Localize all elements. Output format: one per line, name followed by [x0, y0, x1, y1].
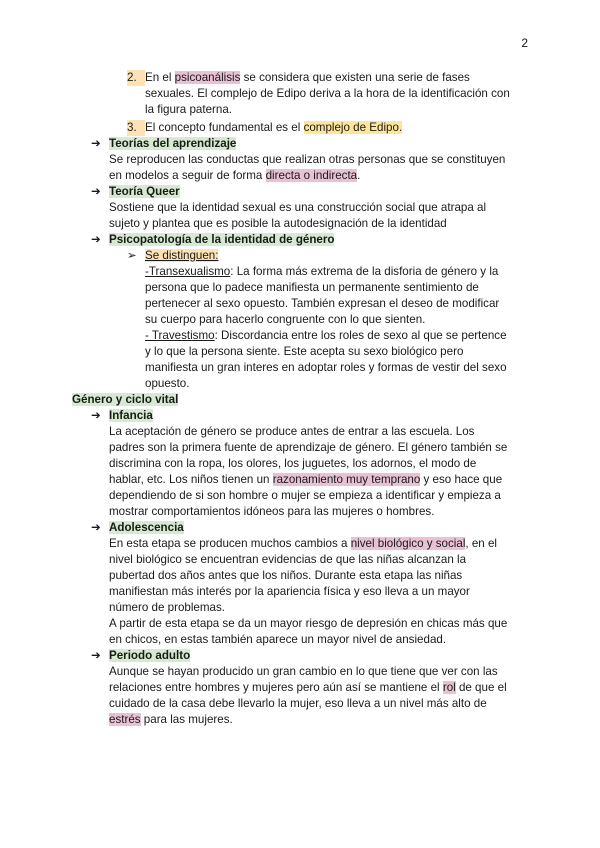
paragraph-line: su cuerpo para hacerlo congruente con lo que sienten.: [145, 313, 426, 326]
item-number: 2.: [127, 70, 145, 86]
list-item-2-line3: la figura paterna.: [145, 103, 233, 116]
highlight-rol: rol: [442, 681, 456, 694]
paragraph-line: padres son la primera fuente de aprendizaje de género. El género también se: [109, 441, 508, 454]
arrow-icon: ➔: [91, 521, 101, 534]
definition-travestismo: - Travestismo: Discordancia entre los roles de sexo al que se pertence: [145, 329, 507, 342]
page-number: 2: [521, 36, 528, 50]
highlight-estres: estrés: [109, 713, 141, 726]
arrow-icon: ➔: [91, 185, 101, 198]
section-heading-queer: ➔ Teoría Queer: [91, 185, 180, 198]
section-heading-infancia: ➔ Infancia: [91, 409, 153, 422]
highlight-psicoanalisis: psicoanálisis: [174, 71, 241, 84]
section-heading-aprendizaje: ➔ Teorías del aprendizaje: [91, 137, 237, 150]
paragraph-line: y lo que la persona siente. Este acepta su sexo biológico pero: [145, 345, 464, 358]
paragraph-line: opuesto.: [145, 377, 190, 390]
section-heading-adolescencia: ➔ Adolescencia: [91, 521, 184, 534]
paragraph-line: número de problemas.: [109, 601, 225, 614]
highlight-razonamiento: razonamiento muy temprano: [272, 473, 421, 486]
highlight-complejo-edipo: complejo de Edipo.: [303, 121, 403, 134]
paragraph-line: sujeto y plantea que es posible la autodesignación de la identidad: [109, 217, 447, 230]
highlight-nivel-biologico: nivel biológico y social: [350, 537, 466, 550]
definition-transexualismo: -Transexualismo: La forma más extrema de la disforia de género y la: [145, 265, 499, 278]
paragraph-line: discrimina con la ropa, los olores, los juguetes, los adornos, el modo de: [109, 457, 477, 470]
paragraph-line: pertenecer al sexo opuesto. También expresan el deseo de modificar: [145, 297, 500, 310]
paragraph-line: cuidado de la casa debe llevarlo la mujer, eso lleva a un nivel más alto de: [109, 697, 487, 710]
paragraph-line: relaciones entre hombres y mujeres pero aún así se mantiene el rol de que el: [109, 681, 507, 694]
paragraph-line: A partir de esta etapa se da un mayor riesgo de depresión en chicas más que: [109, 617, 508, 630]
paragraph-line: en modelos a seguir de forma directa o indirecta.: [109, 169, 361, 182]
arrow-icon: ➔: [91, 233, 101, 246]
paragraph-line: Aunque se hayan producido un gran cambio en lo que tiene que ver con las: [109, 665, 498, 678]
paragraph-line: dependiendo de si son hombre o mujer se empieza a identificar y empieza a: [109, 489, 501, 502]
section-heading-adulto: ➔ Periodo adulto: [91, 649, 191, 662]
paragraph-line: hablar, etc. Los niños tienen un razonamiento muy temprano y eso hace que: [109, 473, 503, 486]
paragraph-line: Sostiene que la identidad sexual es una construcción social que atrapa al: [109, 201, 487, 214]
arrow-icon: ➔: [91, 137, 101, 150]
list-item-2: 2. En el psicoanálisis se considera que existen una serie de fases: [127, 71, 470, 84]
paragraph-line: persona que lo padece manifiesta un permanente sentimiento de: [145, 281, 479, 294]
paragraph-line: manifiestan más interés por la apariencia física y eso lleva a un mayor: [109, 585, 470, 598]
sub-bullet: ➢ Se distinguen:: [127, 249, 219, 262]
arrow-icon: ➔: [91, 649, 101, 662]
section-heading-psicopatologia: ➔ Psicopatología de la identidad de género: [91, 233, 335, 246]
paragraph-line: mostrar comportamientos idóneos para las mujeres o hombres.: [109, 505, 435, 518]
list-item-2-line2: sexuales. El complejo de Edipo deriva a la hora de la identificación con: [145, 87, 510, 100]
item-number: 3.: [127, 120, 145, 136]
highlight-directa: directa o indirecta: [265, 169, 358, 182]
arrow-icon: ➔: [91, 409, 101, 422]
arrowhead-bullet-icon: ➢: [127, 249, 137, 262]
paragraph-line: nivel biológico se encuentran evidencias de que las niñas alcanzan la: [109, 553, 467, 566]
paragraph-line: estrés para las mujeres.: [109, 713, 233, 726]
paragraph-line: En esta etapa se producen muchos cambios a nivel biológico y social, en el: [109, 537, 497, 550]
paragraph-line: manifiesta un gran interes en adoptar roles y formas de vestir del sexo: [145, 361, 507, 374]
list-item-3: 3. El concepto fundamental es el complejo de Edipo.: [127, 121, 403, 134]
heading-genero-ciclo-vital: Género y ciclo vital: [72, 393, 179, 406]
paragraph-line: La aceptación de género se produce antes de entrar a las escuela. Los: [109, 425, 475, 438]
paragraph-line: pubertad dos años antes que los niños. Durante esta etapa las niñas: [109, 569, 463, 582]
paragraph-line: Se reproducen las conductas que realizan otras personas que se constituyen: [109, 153, 506, 166]
paragraph-line: en chicos, en estas también aparece un mayor nivel de ansiedad.: [109, 633, 447, 646]
